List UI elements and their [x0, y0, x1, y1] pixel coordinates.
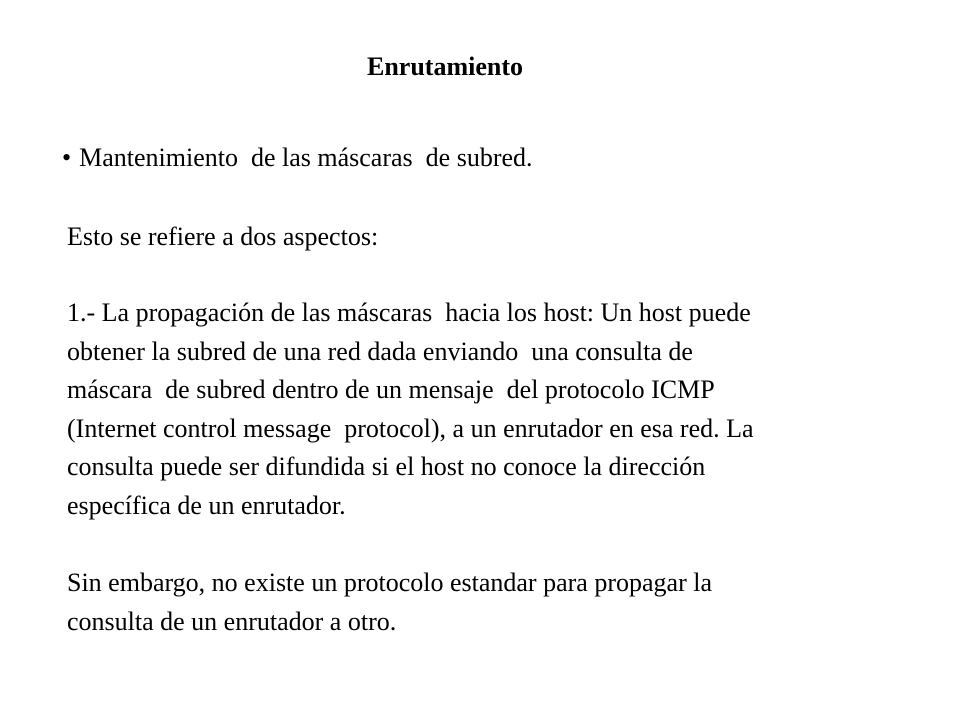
paragraph-no-standard	[67, 564, 712, 641]
paragraph-line: máscara de subred dentro de un mensaje del protocolo ICMP	[67, 375, 715, 404]
bullet-text: Mantenimiento de las máscaras de subred.	[79, 143, 533, 172]
slide-title: Enrutamiento	[367, 52, 523, 81]
paragraph-line: consulta de un enrutador a otro.	[67, 606, 397, 636]
paragraph-line: específica de un enrutador.	[67, 490, 346, 520]
bullet-item	[62, 139, 533, 177]
paragraph-line: obtener la subred de una red dada enviando una consulta de	[67, 336, 693, 366]
paragraph-line: consulta puede ser difundida si el host no conoce la dirección	[67, 452, 706, 481]
intro-text: Esto se refiere a dos aspectos:	[67, 222, 379, 251]
bullet-icon: •	[62, 143, 72, 172]
paragraph-line: Sin embargo, no existe un protocolo estandar para propagar la	[67, 568, 712, 597]
paragraph-propagation	[67, 294, 754, 525]
paragraph-line: (Internet control message protocol), a un enrutador en esa red. La	[67, 413, 754, 443]
paragraph-line: 1.- La propagación de las máscaras hacia los host: Un host puede	[67, 298, 751, 327]
